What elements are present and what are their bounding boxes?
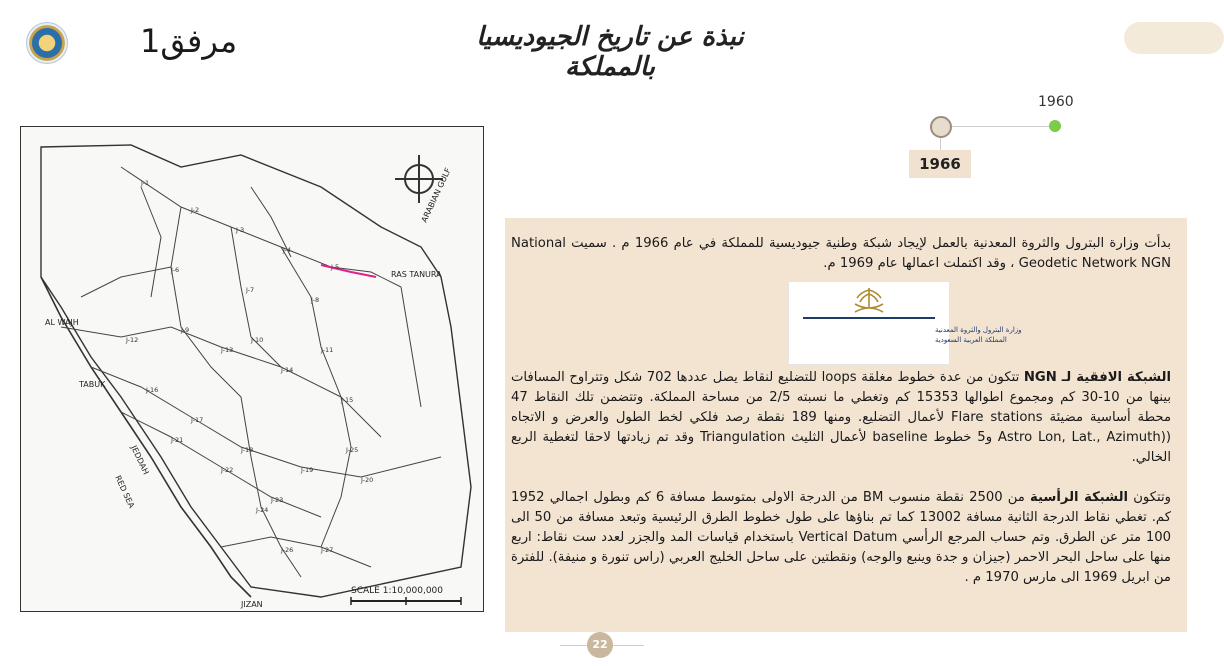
map-point-label: J-17 bbox=[191, 416, 204, 424]
header-pill bbox=[1124, 22, 1224, 54]
map-point-label: J-15 bbox=[341, 396, 354, 404]
emblem-logo bbox=[26, 22, 68, 64]
vertical-network-body: من 2500 نقطة منسوب BM من الدرجة الاولى بمتوسط مسافة 6 كم وبطول اجمالي 1952 كم. تغطي نقاط الدرجة الثانية مسافة 13002 كما تم بناؤها على طول خطوط الطرق الرئيسية وتبعد مسافة من 50 الى 100 متر عن الطرق. وتم حساب المرجع الرأسي Vertical Datum باستخدام قياسات المد والجزر لعدد ست نقاط: اربع منها على ساحل البحر الاحمر (جيزان و جدة وينبع والوجه) ونقطتين على ساحل الخليج العربي (راس تنورة و منيفة). للفترة من ابريل 1969 الى مارس 1970 م . bbox=[511, 490, 1171, 585]
map-point-label: J-14 bbox=[281, 366, 294, 374]
vertical-network-paragraph bbox=[511, 488, 1171, 588]
map-point-label: J-11 bbox=[321, 346, 334, 354]
map-point-label: J-26 bbox=[281, 546, 294, 554]
vertical-network-pre: وتتكون bbox=[1128, 490, 1172, 505]
timeline-dot-1960[interactable] bbox=[1049, 120, 1061, 132]
map-point-label: J-7 bbox=[246, 286, 255, 294]
map-label-jeddah: JEDDAH bbox=[129, 444, 151, 477]
horizontal-network-body: تتكون من عدة خطوط مغلقة loops للتضليع لنقاط يصل عددها 702 شكل وتتراوح المسافات بينها من 10-30 كم ومجموع اطوالها 15353 كم وتغطي ما نسبته 2/5 من مساحة المملكة. وتتضمن تلك النقاط 47 محطة أساسية مضيئة Flare stations لأعمال التضليع. ومنها 189 نقطة رصد فلكي لخط الطول والعرض و الاتجاه ((Astro Lon, Lat., Azimuth و5 خطوط baseline لأعمال الثليث Triangulation وقد تم زيادتها لاحقا لتغطية الربع الخالي. bbox=[511, 370, 1172, 465]
ministry-logo bbox=[788, 281, 1022, 365]
map-point-label: J-1 bbox=[141, 179, 150, 187]
horizontal-network-paragraph bbox=[511, 368, 1171, 468]
vertical-network-heading: الشبكة الرأسية bbox=[1030, 490, 1129, 505]
annex-label: مرفق1 bbox=[140, 22, 238, 60]
map-label-tabuk: TABUK bbox=[79, 380, 106, 389]
intro-paragraph: بدأت وزارة البترول والثروة المعدنية بالعمل لإيجاد شبكة وطنية جيوديسية للمملكة في عام 1966 م . سميت National Geodetic Network NGN ، وقد اكتملت اعمالها عام 1969 م. bbox=[511, 236, 1171, 271]
map-point-label: J-16 bbox=[146, 386, 159, 394]
map-point-label: J-3 bbox=[236, 226, 245, 234]
map-label-gulf: ARABIAN GULF bbox=[419, 166, 453, 224]
map-point-labels bbox=[125, 179, 373, 554]
map-label-red-sea: RED SEA bbox=[113, 474, 137, 510]
timeline-active-year: 1966 bbox=[909, 150, 971, 178]
map-point-label: J-18 bbox=[241, 446, 254, 454]
map-point-label: J-4 bbox=[283, 246, 292, 254]
page-title: نبذة عن تاريخ الجيوديسيا بالمملكة bbox=[476, 22, 744, 82]
map-point-label: J-2 bbox=[191, 206, 200, 214]
horizontal-network-heading: الشبكة الافقية لـ NGN bbox=[1023, 370, 1171, 385]
map-label-ras-tanura: RAS TANURA bbox=[391, 270, 442, 279]
map-point-label: J-27 bbox=[321, 546, 334, 554]
map-point-label: J-24 bbox=[256, 506, 269, 514]
ministry-name-line2: المملكة العربية السعودية bbox=[935, 336, 1007, 344]
map-point-label: J-10 bbox=[251, 336, 264, 344]
map-point-label: J-6 bbox=[171, 266, 180, 274]
map-point-label: J-21 bbox=[171, 436, 184, 444]
map-point-label: J-20 bbox=[361, 476, 374, 484]
map-label-al-wajh: AL WAJH bbox=[45, 318, 79, 327]
highlight-line bbox=[321, 265, 376, 277]
timeline-line bbox=[940, 126, 1058, 127]
geodetic-network-map bbox=[20, 126, 484, 612]
map-label-jizan: JIZAN bbox=[241, 600, 263, 609]
map-point-label: J-9 bbox=[181, 326, 190, 334]
map-point-label: J-25 bbox=[346, 446, 359, 454]
map-point-label: J-19 bbox=[301, 466, 314, 474]
timeline-dot-1966[interactable] bbox=[930, 116, 952, 138]
map-point-label: J-8 bbox=[311, 296, 320, 304]
ministry-name-line1: وزارة البترول والثروة المعدنية bbox=[935, 326, 1022, 334]
map-scale-label: SCALE 1:10,000,000 bbox=[351, 586, 444, 596]
palm-swords-icon bbox=[855, 288, 883, 312]
country-outline bbox=[41, 145, 471, 597]
map-point-label: J-5 bbox=[331, 263, 340, 271]
map-point-label: J-22 bbox=[221, 466, 234, 474]
ministry-emblem-svg bbox=[789, 282, 1022, 364]
scale-bar bbox=[351, 597, 461, 605]
map-svg bbox=[21, 127, 483, 611]
map-point-label: J-12 bbox=[126, 336, 139, 344]
page-number: 22 bbox=[587, 632, 613, 658]
timeline-year-1960: 1960 bbox=[1038, 94, 1074, 110]
map-point-label: J-23 bbox=[271, 496, 284, 504]
map-point-label: J-13 bbox=[221, 346, 234, 354]
history-text-panel bbox=[505, 218, 1187, 632]
